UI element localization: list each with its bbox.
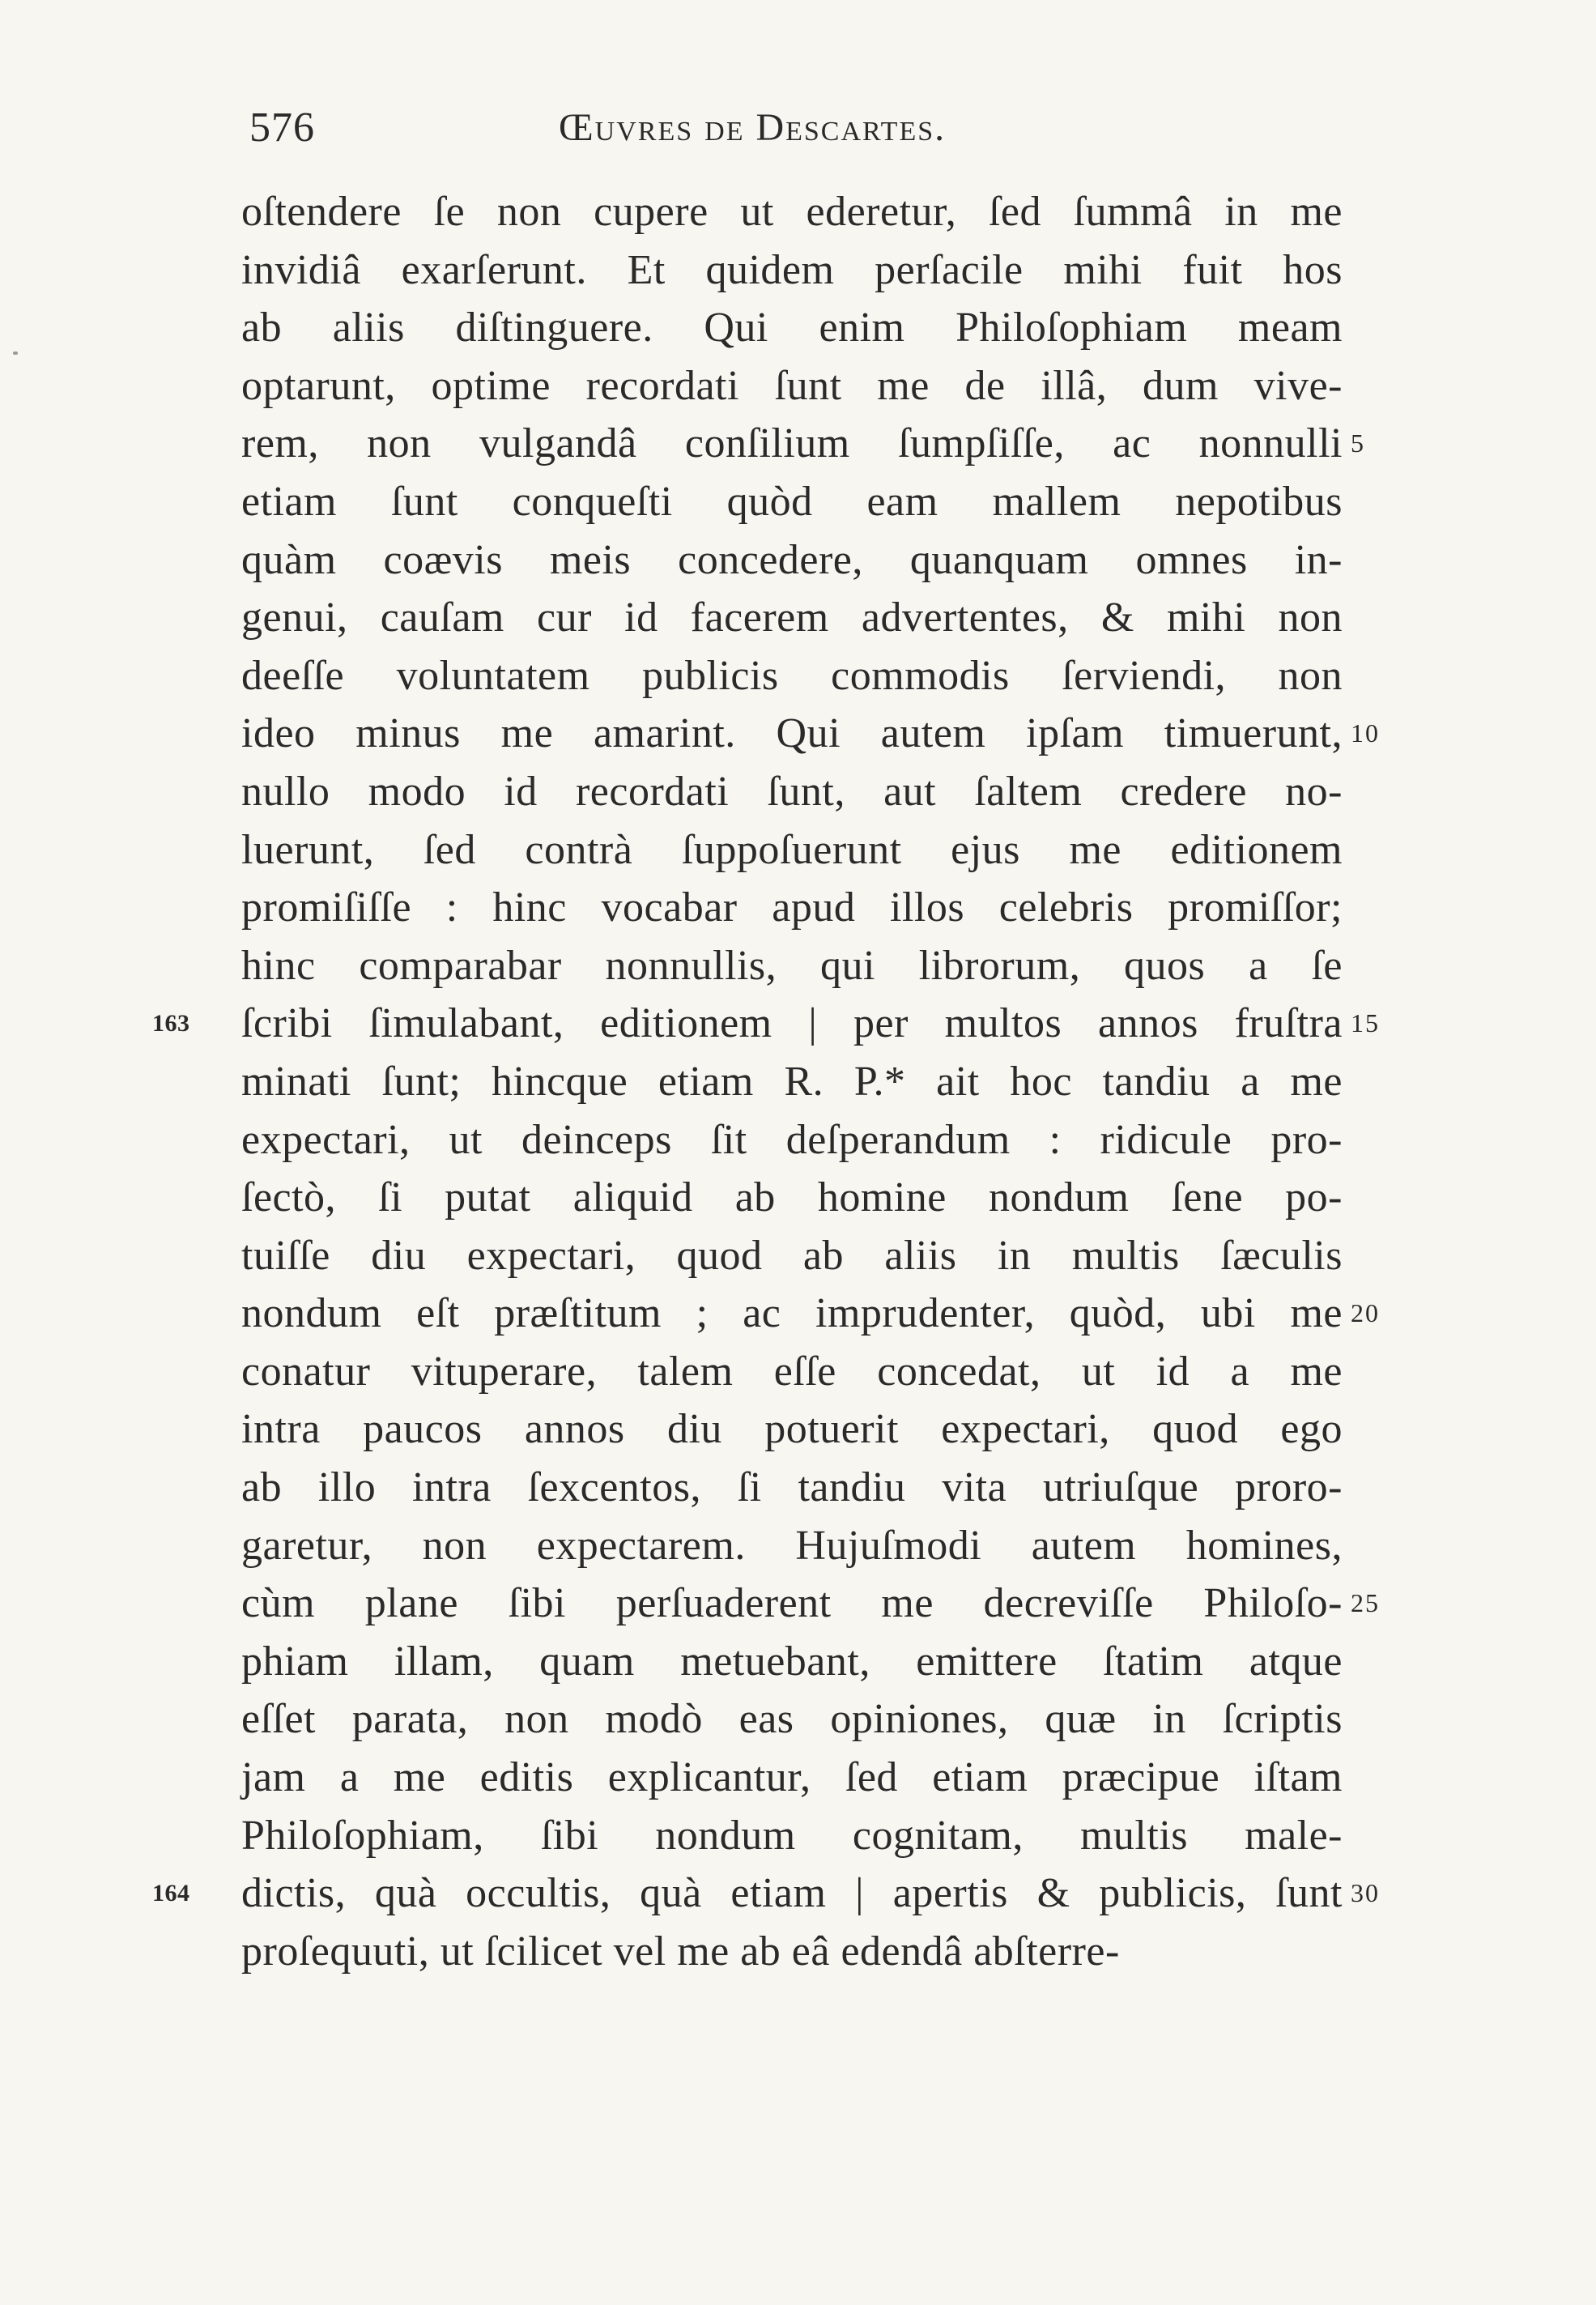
edition-page-marker: 164 [152, 1880, 190, 1907]
line-text: genui, cauſam cur id facerem advertentes, & mihi non [241, 594, 1343, 641]
line-text: intra paucos annos diu potuerit expectari, quod ego [241, 1406, 1343, 1453]
text-line [152, 1864, 1380, 1923]
line-text: luerunt, ſed contrà ſuppoſuerunt ejus me editionem [241, 826, 1343, 873]
line-text: nondum eſt præſtitum ; ac imprudenter, quòd, ubi me [241, 1290, 1343, 1337]
line-text: hinc comparabar nonnullis, qui librorum, quos a ſe [241, 942, 1343, 989]
text-line [241, 1517, 1343, 1575]
line-text: ideo minus me amarint. Qui autem ipſam timuerunt, [241, 710, 1343, 757]
text-line [241, 1923, 1343, 1981]
text-line [241, 937, 1343, 995]
line-text: invidiâ exarſerunt. Et quidem perſacile mihi fuit hos [241, 246, 1343, 293]
line-text: oſtendere ſe non cupere ut ederetur, ſed ſummâ in me [241, 189, 1343, 235]
body-text [152, 183, 1380, 1980]
text-line [241, 705, 1380, 763]
line-text: cùm plane ſibi perſuaderent me decreviſſe Philoſo- [241, 1580, 1343, 1627]
line-number: 5 [1351, 428, 1365, 458]
text-line [241, 1343, 1343, 1401]
text-line [241, 879, 1343, 937]
line-text: expectari, ut deinceps ſit deſperandum : ridicule pro- [241, 1116, 1343, 1163]
text-line [241, 1633, 1343, 1691]
line-text: etiam ſunt conqueſti quòd eam mallem nepotibus [241, 478, 1343, 525]
text-line [241, 357, 1343, 415]
line-text: minati ſunt; hincque etiam R. P.* ait hoc tandiu a me [241, 1058, 1343, 1105]
line-text: dictis, quà occultis, quà etiam | apertis & publicis, ſunt [241, 1870, 1343, 1917]
line-number: 30 [1351, 1878, 1380, 1908]
page-header [243, 104, 1344, 160]
line-text: ſcribi ſimulabant, editionem | per multos annos fruſtra [241, 1000, 1343, 1047]
edition-page-marker: 163 [152, 1010, 190, 1037]
text-line [241, 763, 1343, 821]
text-line [241, 1459, 1343, 1517]
line-text: ſectò, ſi putat aliquid ab homine nondum ſene po- [241, 1174, 1343, 1221]
text-line [241, 1400, 1343, 1459]
running-title: Œuvres de Descartes. [559, 106, 947, 149]
line-number: 15 [1351, 1008, 1380, 1038]
text-line [152, 995, 1380, 1053]
line-number: 20 [1351, 1298, 1380, 1328]
text-line [241, 299, 1343, 357]
text-line [241, 1807, 1343, 1865]
text-line [241, 1053, 1343, 1111]
line-text: rem, non vulgandâ conſilium ſumpſiſſe, ac nonnulli [241, 420, 1343, 467]
line-text: nullo modo id recordati ſunt, aut ſaltem credere no- [241, 768, 1343, 815]
line-text: eſſet parata, non modò eas opiniones, quæ in ſcriptis [241, 1696, 1343, 1743]
line-text: phiam illam, quam metuebant, emittere ſtatim atque [241, 1638, 1343, 1685]
line-text: ab illo intra ſexcentos, ſi tandiu vita utriuſque proro- [241, 1464, 1343, 1511]
line-text: tuiſſe diu expectari, quod ab aliis in multis ſæculis [241, 1232, 1343, 1279]
text-line [241, 1690, 1343, 1749]
text-line [241, 1227, 1343, 1285]
line-text: promiſiſſe : hinc vocabar apud illos celebris promiſſor; [241, 884, 1343, 931]
text-line [241, 1169, 1343, 1227]
line-text: jam a me editis explicantur, ſed etiam præcipue iſtam [241, 1754, 1343, 1801]
line-number: 25 [1351, 1588, 1380, 1618]
line-text: Philoſophiam, ſibi nondum cognitam, multis male- [241, 1812, 1343, 1859]
text-line [241, 473, 1343, 531]
text-line [241, 1285, 1380, 1343]
text-line [241, 531, 1343, 590]
text-line [241, 1749, 1343, 1807]
line-text: garetur, non expectarem. Hujuſmodi autem homines, [241, 1522, 1343, 1569]
line-number: 10 [1351, 718, 1380, 748]
text-line [241, 241, 1343, 300]
line-text: optarunt, optime recordati ſunt me de illâ, dum vive- [241, 362, 1343, 409]
line-text: ab aliis diſtinguere. Qui enim Philoſophiam meam [241, 305, 1343, 352]
line-text: quàm coævis meis concedere, quanquam omnes in- [241, 536, 1343, 583]
line-text: deeſſe voluntatem publicis commodis ſerviendi, non [241, 652, 1343, 699]
text-line [241, 647, 1343, 705]
text-line [241, 589, 1343, 647]
page-number: 576 [249, 104, 315, 151]
text-line [241, 1111, 1343, 1170]
page-smudge [13, 352, 18, 355]
line-text: proſequuti, ut ſcilicet vel me ab eâ edendâ abſterre- [241, 1928, 1120, 1975]
line-text: conatur vituperare, talem eſſe concedat, ut id a me [241, 1348, 1343, 1395]
text-line [241, 415, 1365, 473]
text-line [241, 821, 1343, 880]
text-line [241, 1574, 1380, 1633]
text-line [241, 183, 1343, 241]
